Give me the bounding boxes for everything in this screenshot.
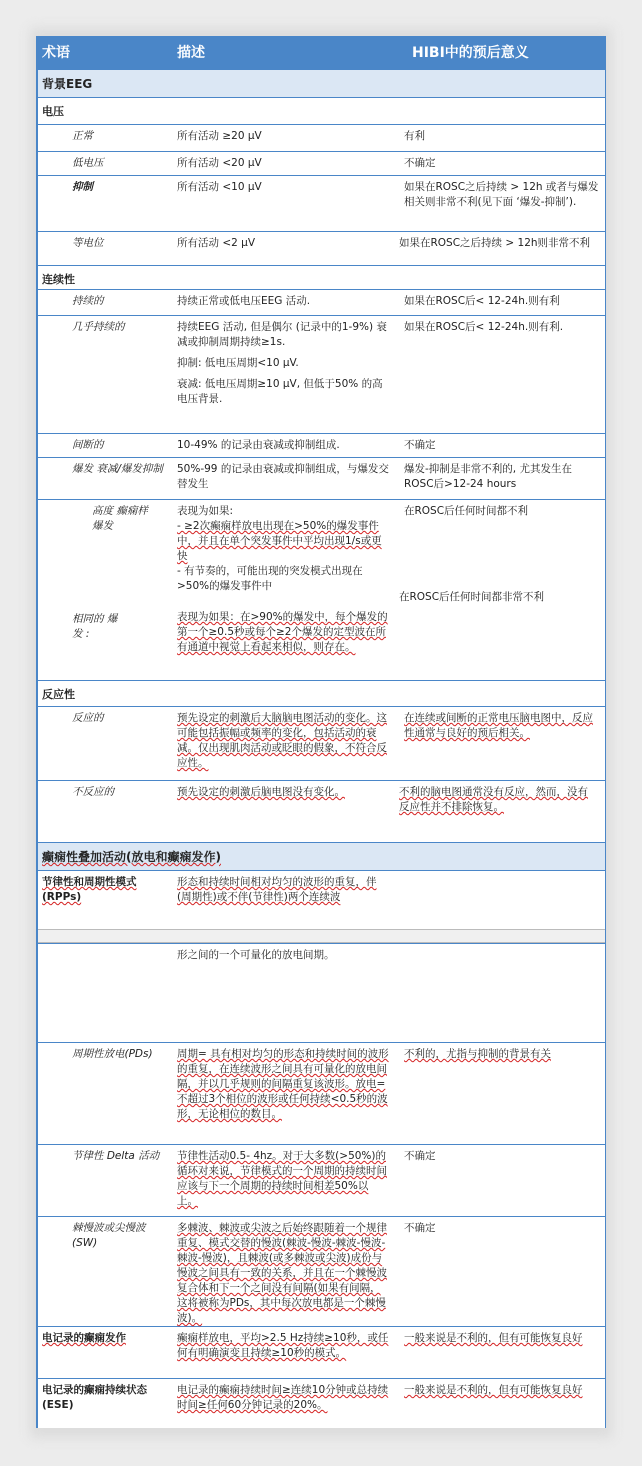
header-desc: 描述 <box>177 45 205 61</box>
section-epileptiform: 癫痫性叠加活动(放电和癫痫发作) <box>36 843 606 871</box>
header-sig: HIBI中的预后意义 <box>412 45 529 61</box>
table-row: 爆发 衰减/爆发抑制 50%-99 的记录由衰减或抑制组成，与爆发交替发生 爆发-抑制是非常不利的, 尤其发生在ROSC后>12-24 hours <box>36 458 606 500</box>
table-row: 棘慢波或尖慢波 (SW) 多棘波、棘波或尖波之后始终跟随着一个规律重复、模式交替的慢波(棘波-慢波-棘波-慢波-棘波-慢波)，且棘波(或多棘波或尖波)成份与慢波之间具有一致的关系，并且在一个棘慢波复合体和下一个之间没有间隔(如果有间隔，这将被称为PDs，其中每次放电都是一个棘慢波)。 不确定 <box>36 1217 606 1327</box>
table-row: 抑制 所有活动 <10 μV 如果在ROSC之后持续 > 12h 或者与爆发相关则非常不利(见下面 ‘爆发-抑制’). <box>36 176 606 232</box>
table-row: 间断的 10-49% 的记录由衰减或抑制组成. 不确定 <box>36 434 606 458</box>
table-row: 反应的 预先设定的刺激后大脑脑电图活动的变化。这可能包括振幅或频率的变化，包括活动的衰减。仅出现肌肉活动或眨眼的假象，不符合反应性。 在连续或间断的正常电压脑电图中，反应性通常与良好的预后相关。 <box>36 707 606 781</box>
table-row: 等电位 所有活动 <2 μV 如果在ROSC之后持续 > 12h则非常不利 <box>36 232 606 266</box>
section-background-eeg: 背景EEG <box>36 70 606 98</box>
table-border-right <box>605 36 607 1428</box>
table-row: 形之间的一个可量化的放电间期。 <box>36 943 606 1043</box>
header-term: 术语 <box>42 45 70 61</box>
page-break <box>36 929 606 943</box>
table-row: 低电压 所有活动 <20 μV 不确定 <box>36 152 606 176</box>
table-row: 正常 所有活动 ≥20 μV 有利 <box>36 125 606 152</box>
subsection-voltage: 电压 <box>36 98 606 125</box>
table-row: 高度 癫痫样 爆发 表现为如果: - ≥2次癫痫样放电出现在>50%的爆发事件中，并且在单个突发事件中平均出现1/s或更快 - 有节奏的，可能出现的突发模式出现在>50%的爆发事件中 在ROSC后任何时间都不利 在ROSC后任何时间都非常不利 相同的 爆 发 : 表现为如果：在>90%的爆发中，每个爆发的第一个≥0.5秒或每个≥2个爆发的定型波在所有通道中视觉上看起来相似，则存在。 <box>36 500 606 681</box>
table-row: 不反应的 预先设定的刺激后脑电图没有变化。 不利的脑电图通常没有反应，然而，没有反应性并不排除恢复。 <box>36 781 606 843</box>
table-header <box>36 36 606 70</box>
table-row: 持续的 持续正常或低电压EEG 活动. 如果在ROSC后< 12-24h.则有利 <box>36 290 606 316</box>
subsection-continuity: 连续性 <box>36 266 606 290</box>
subsection-reactivity: 反应性 <box>36 681 606 707</box>
table-row: 电记录的癫痫发作 癫痫样放电，平均>2.5 Hz持续≥10秒，或任何有明确演变且持续≥10秒的模式。 一般来说是不利的，但有可能恢复良好 <box>36 1327 606 1379</box>
document-page <box>36 36 606 1428</box>
table-row: 周期性放电(PDs) 周期= 具有相对均匀的形态和持续时间的波形的重复，在连续波形之间具有可量化的放电间隔，并以几乎规则的间隔重复该波形。放电=不超过3个相位的波形或任何持续<0.5秒的波形，无论相位的数目。 不利的，尤指与抑制的背景有关 <box>36 1043 606 1145</box>
table-row: 节律性 Delta 活动 节律性活动0.5- 4hz。对于大多数(>50%)的循环对来说，节律模式的一个周期的持续时间应该与下一个周期的持续时间相差50%以上。 不确定 <box>36 1145 606 1217</box>
table-border-left <box>36 36 38 1428</box>
table-row: 节律性和周期性模式 (RPPs) 形态和持续时间相对均匀的波形的重复，伴(周期性)或不伴(节律性)两个连续波 <box>42 876 377 903</box>
table-row: 几乎持续的 持续EEG 活动, 但是偶尔 (记录中的1-9%) 衰减或抑制周期持续≥1s. 抑制: 低电压周期<10 μV. 衰减: 低电压周期≥10 μV, 但低于50% 的高电压背景. 如果在ROSC后< 12-24h.则有利. <box>36 316 606 434</box>
table-row: 电记录的癫痫持续状态 (ESE) 电记录的癫痫持续时间≥连续10分钟或总持续时间≥任何60分钟记录的20%。 一般来说是不利的，但有可能恢复良好 <box>42 1384 583 1411</box>
